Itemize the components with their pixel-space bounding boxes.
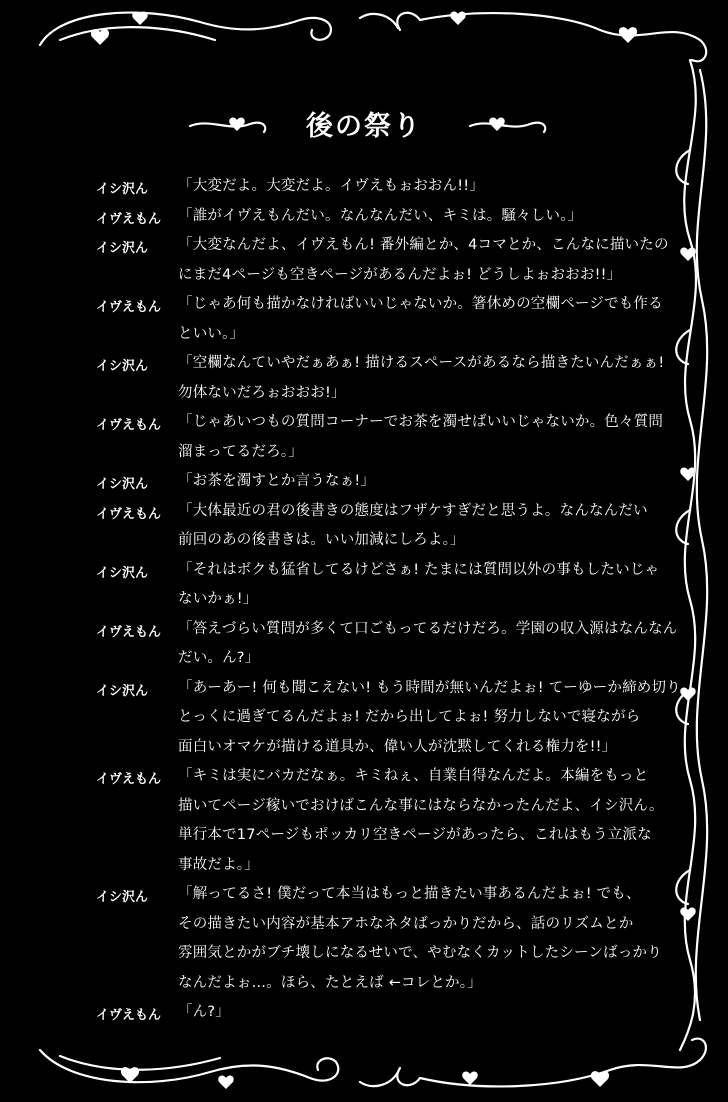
speaker-name: イヴえもん: [96, 300, 162, 315]
dialogue-text: 「それはボクも猛省してるけどさぁ! たまには質問以外の事もしたいじゃ ないかぁ!」: [178, 561, 660, 607]
speaker-name: イヴえもん: [96, 506, 162, 522]
dialogue-line: [96, 556, 696, 615]
speaker-name: イヴえもん: [96, 1008, 162, 1023]
dialogue-line: [96, 998, 696, 1028]
speaker-name: イヴえもん: [96, 418, 162, 433]
dialogue-text: 「空欄なんていやだぁあぁ! 描けるスペースがあるなら描きたいんだぁぁ! 勿体ないだろぉおおお!」: [178, 355, 665, 401]
heart-icon: [462, 1071, 477, 1085]
dialogue-line: [96, 880, 696, 998]
dialogue-text: 「大変だよ。大変だよ。イヴえもぉおおん!!」: [178, 178, 485, 194]
dialogue-text: 「お茶を濁すとか言うなぁ!」: [178, 473, 376, 489]
dialogue-text: 「じゃあいつもの質問コーナーでお茶を濁せばいいじゃないか。色々質問 溜まってるだろ。」: [178, 414, 664, 460]
dialogue-line: [96, 674, 696, 763]
dialogue-line: [96, 762, 696, 880]
speaker-name: イシ沢ん: [96, 683, 149, 699]
dialogue-text: 「じゃあ何も描かなければいいじゃないか。箸休めの空欄ページでも作る といい。」: [178, 296, 663, 342]
dialogue-text: 「誰がイヴえもんだい。なんなんだい、キミは。騒々しい。」: [178, 207, 583, 224]
speaker-name: イヴえもん: [96, 772, 162, 787]
dialogue-line: [96, 202, 696, 232]
heart-icon: [619, 27, 637, 43]
dialogue-text: 「あーあー! 何も聞こえない! もう時間が無いんだよぉ! てーゆーか締め切り とっくに過ぎてるんだよぉ! だから出してよぉ! 努力しないで寝ながら 面白いオマケが描ける道具か、偉い人が沈黙してくれる権力を!!」: [178, 679, 681, 755]
top-right-scroll: [420, 13, 706, 61]
dialogue-text: 「大変なんだよ、イヴえもん! 番外編とか、4コマとか、こんなに描いたの にまだ4ページも空きページがあるんだよぉ! どうしよぉおおお!!」: [178, 237, 669, 283]
dialogue-line: [96, 349, 696, 408]
bottom-right-scroll: [420, 1039, 706, 1087]
dialogue-text: 「ん?」: [178, 1004, 230, 1020]
speaker-name: イヴえもん: [96, 624, 162, 640]
top-left-scroll: [40, 13, 331, 45]
heart-icon: [91, 29, 109, 45]
dialogue-list: [96, 172, 696, 1028]
dialogue-line: [96, 615, 696, 674]
speaker-name: イシ沢ん: [96, 182, 149, 197]
dialogue-text: 「答えづらい質問が多くて口ごもってるだけだろ。学園の収入源はなんなん だい。ん?」: [178, 620, 678, 666]
dialogue-line: [96, 290, 696, 349]
dialogue-line: [96, 467, 696, 497]
dialogue-line: [96, 497, 696, 556]
dialogue-line: [96, 172, 696, 202]
speaker-name: イシ沢ん: [96, 359, 149, 374]
dialogue-text: 「大体最近の君の後書きの態度はフザケすぎだと思うよ。なんなんだい 前回のあの後書きは。いい加減にしろよ。」: [178, 502, 648, 548]
speaker-name: イシ沢ん: [96, 241, 149, 256]
speaker-name: イヴえもん: [96, 211, 162, 227]
speaker-name: イシ沢ん: [96, 477, 149, 492]
speaker-name: イシ沢ん: [96, 890, 149, 905]
speaker-name: イシ沢ん: [96, 565, 149, 581]
dialogue-line: [96, 408, 696, 467]
heart-icon: [218, 1075, 233, 1089]
dialogue-line: [96, 231, 696, 290]
page-title: 後の祭り: [306, 111, 422, 142]
dialogue-text: 「解ってるさ! 僕だって本当はもっと描きたい事あるんだよぉ! でも、 その描きたい内容が基本アホなネタばっかりだから、話のリズムとか 雰囲気とかがブチ壊しになるせいで、やむなくカットしたシーンばっかり なんだよぉ…。ほら、たとえば ←コレとか。」: [178, 886, 662, 991]
dialogue-text: 「キミは実にバカだなぁ。キミねぇ、自業自得なんだよ。本編をもっと 描いてページ稼いでおけばこんな事にはならなかったんだよ、イシ沢ん。 単行本で17ページもポッカリ空きページがあったら、これはもう立派な 事故だよ。」: [178, 768, 664, 873]
